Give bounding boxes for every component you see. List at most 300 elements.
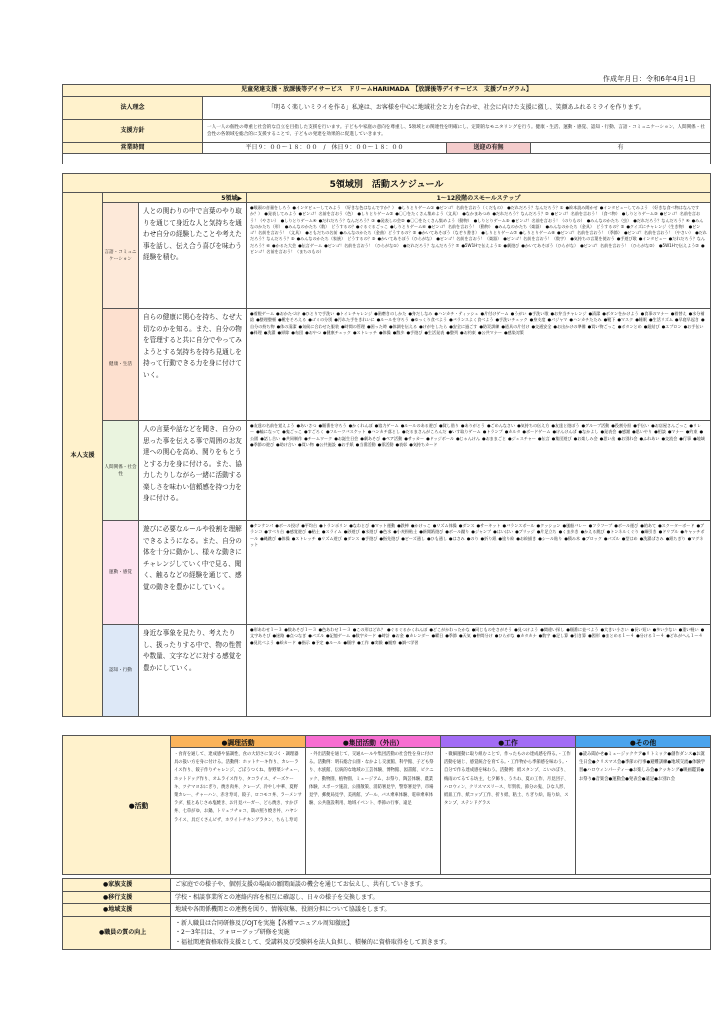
step-item: ●ルール	[325, 639, 342, 645]
step-item: ●うがい	[510, 311, 527, 316]
step-item: ●クッション	[536, 523, 561, 528]
step-item: ●だれだろう？なんだろう？④	[633, 217, 690, 223]
pickup-value: 有	[531, 143, 711, 154]
step-item: ●5W1Hで伝えよう①	[461, 242, 502, 248]
support-footer-table	[62, 878, 711, 950]
step-item: ●引き算	[570, 633, 587, 639]
step-item: ●洗濯	[263, 329, 276, 335]
step-item: ●かいてあそぼう（なぞり書き）	[418, 230, 480, 236]
staff-development-label: ●職員の質の向上	[63, 916, 171, 950]
step-item: ●色水	[379, 529, 392, 535]
step-item: ●お出かけの準備	[553, 323, 586, 329]
step-item: ●行事	[679, 435, 692, 441]
staff-line: ・福祉関連資格取得支援として、受講料及び受験料を法人負担し、積極的に資格取得をして頂きます。	[175, 938, 451, 946]
step-item: ●地域	[693, 435, 705, 441]
step-item: ●ルールのある遊び	[400, 423, 437, 428]
schedule-sub-right: 1～12段階のスモールステップ	[247, 193, 711, 203]
step-item: ●ビンゴ！名前を言おう！（季節）	[557, 230, 622, 236]
step-item: ●見比べよう	[250, 639, 275, 645]
staff-line: ・2～3年目は、フォローアップ研修を実施	[175, 929, 290, 936]
step-item: ●指先遊び	[379, 535, 400, 541]
step-item: ●手洗いチェック	[495, 317, 528, 323]
step-item: ●発表しの会②	[376, 217, 405, 223]
step-item: ●手遊び	[361, 535, 378, 541]
goal-cognitive: 身近な事象を見たり、考えたりし、扱ったりする中で、物の性質や数量、文字などに対する感覚を豊かにしていく。	[139, 625, 247, 717]
step-item: ●お楽しみ会	[573, 435, 598, 441]
step-item: ●思いやり	[632, 429, 653, 435]
step-item: ●だれだろう？なんだろう？③	[318, 217, 375, 223]
step-item: （好きな色はなんですか？）	[342, 205, 397, 210]
step-item: ●的あて	[640, 523, 657, 528]
goal-motor: 遊びに必要なルールや役割を理解できるようになる。また、自分の体を十分に動かし、様々な動きにチャレンジしていく中で見る、聞く、触るなどの経験を通じて、感覚の動きを豊かにしていく。	[139, 521, 247, 625]
step-item: ●おやつ	[305, 329, 321, 335]
step-item: ●新聞紙遊び	[419, 529, 444, 535]
step-item: ●ともだちの名前	[305, 230, 338, 236]
philosophy-label: 法人理念	[63, 97, 203, 120]
step-item: ●ふれあい	[639, 435, 660, 441]
step-item: ●記憶ゲーム	[326, 633, 351, 639]
step-item: ●ジャンプ	[471, 529, 492, 535]
step-item: ●ビンゴ！名前を言おう（くだもの）	[436, 205, 506, 210]
step-item: ●鬼ごっこ	[282, 429, 303, 435]
community-support-text: 地域や各関係機関との連携を図り、情報収集、役割分担について協議をします。	[171, 904, 711, 917]
area-language: 言語・コミュニケーション	[103, 203, 139, 309]
step-item: ●身だしなみ	[408, 311, 433, 316]
step-item: ●友達と遊ぼう	[551, 423, 580, 428]
step-item: ●図形	[588, 633, 600, 639]
step-item: ●ドリブル	[658, 529, 679, 535]
step-item: ●けんけんぱ	[552, 429, 577, 435]
step-item: ●身支度	[529, 317, 546, 323]
step-item: ●トンネルくぐり	[606, 529, 639, 535]
step-item: ●安全に過ごす	[449, 323, 478, 329]
step-item: ●道具の片付け	[501, 323, 530, 329]
step-item: ●マスク	[617, 317, 634, 323]
step-item: ●ビンゴ！名前を言おう！（まちのもの）	[250, 242, 705, 255]
program-title: 児童発達支援・放課後等デイサービス ドリームHARIMADA 【放課後等デイサービス 支援プログラム】	[63, 85, 711, 97]
step-item: ●カタカナ	[516, 633, 537, 639]
step-item: ●体の清潔	[276, 323, 297, 329]
step-item: ●買い物	[298, 441, 314, 447]
step-item: ●のり	[466, 535, 479, 541]
step-item: ●貸し借り	[438, 423, 459, 428]
body-outing: ・外出活動を通じて、交通ルールや集団活動の社会性を身に付ける。活動例：明石総合公園・なかよし交流館、科学館、子ども祭り、水族館、伝統的な地域の工芸体験、博物館、図書館、ピクニック、動物園、植物園、ミュージアム、お祭り、陶芸体験、農業体験、スポーツ施設、公園散策、消防署見学、警察署見学、市場見学、郵便局見学、美術館、プール、バス乗車体験、電車乗車体験、公共施設利用、地域イベント、季節の行事、遠足	[306, 748, 441, 875]
step-item: （好きな食べ物はなんですか？）	[250, 205, 700, 217]
step-item: ●季節の遊び	[250, 441, 275, 447]
area-social: 人間関係・社会性	[103, 421, 139, 521]
policy-text: 一人一人の個性の尊重と社会的な自立を目指した支援を行います。子どもや家庭の意向を尊重し、5領域との関連性を明確にし、定期的なモニタリングを行う。健康・生活、運動・感覚、認知・行動、言語・コミュニケーション、人間関係・社会性の各領域を総合的に支援することで、子どもの発達を効果的に促進していきます。	[203, 120, 711, 143]
step-item: ●実験	[370, 639, 383, 645]
step-item: ●だれだろう？なんだろう？⑤	[250, 230, 707, 242]
head-outing: ●集団活動（外出）	[306, 736, 441, 748]
step-item: ●インタビューしてみよう	[292, 205, 341, 210]
head-crafts: ●工作	[441, 736, 576, 748]
step-item: ●手遊び歌	[616, 236, 637, 242]
step-item: ●片足立ち	[536, 529, 557, 535]
step-item: ●お絵描き	[516, 535, 537, 541]
step-item: ●塗り絵	[498, 535, 515, 541]
transition-support-label: ●移行支援	[63, 891, 171, 904]
step-item: ●手伝い	[633, 423, 650, 428]
step-item: ●喉頭の音量をしろう	[250, 205, 291, 210]
step-item: ●鉄棒	[397, 523, 409, 528]
step-item: ●縄跳び	[260, 535, 276, 541]
step-item: ●バランスボール	[502, 523, 535, 528]
step-item: ●伝言ゲーム	[298, 242, 323, 248]
step-item: ●お弁当チャレンジ	[550, 311, 587, 316]
step-item: ●洗濯ばさみ	[639, 535, 664, 541]
step-item: ●みんなのかたち（金具）	[545, 223, 595, 229]
step-item: ●ぐるぐるかくれんぼ	[386, 627, 428, 632]
step-item: ●だれだろう？なんだろう？①	[507, 205, 564, 210]
step-item: ●かいてあそぼう（ひらがな）	[377, 236, 435, 242]
step-item: ●共同制作	[282, 435, 303, 441]
step-item: ●インタビューしてみよう	[599, 205, 649, 210]
step-item: ●ボタンをかけよう	[602, 311, 639, 316]
created-date: 作成年月日：令和6年4月1日	[602, 75, 696, 83]
step-item: ●折り紙	[480, 535, 497, 541]
step-item: ●ビンゴ！名前を言おう！（のりもの）	[511, 217, 585, 223]
step-item: ●かえる跳び	[580, 529, 605, 535]
step-item: ●トイレチャレンジ	[336, 311, 373, 316]
step-item: ●絵カード	[276, 639, 296, 645]
step-item: ●整理整頓	[256, 317, 277, 323]
step-item: ●話し合い	[260, 435, 281, 441]
step-item: ●布団	[291, 329, 304, 335]
step-item: ●数字カード	[352, 633, 377, 639]
step-item: ●役割分担	[611, 423, 632, 428]
step-item: ●ビーズ通し	[401, 535, 425, 541]
step-item: ●だるまさんがころんだ	[402, 429, 447, 435]
head-cooking: ●調理活動	[171, 736, 306, 748]
step-item: ●だれだろう？なんだろう？⑥	[250, 236, 705, 248]
step-item: ●みんなのかたち（虫）	[586, 217, 632, 223]
step-item: ●ボール投げ	[275, 523, 300, 528]
hours-label: 営業時間	[63, 143, 203, 154]
step-item: ●歯磨きのしかた	[374, 311, 407, 316]
step-item: ●着替え	[670, 311, 687, 316]
step-item: ●ダンス	[343, 535, 360, 541]
step-item: ●ビンゴ！名前を言おう！（ひらがな②）	[580, 242, 657, 248]
schedule-table	[62, 173, 711, 717]
hours-text: 平日９：００～１８：００ / 休日９：００～１８：００	[203, 143, 447, 154]
step-item: ●エプロン	[661, 323, 682, 329]
step-item: ●紙ちぎり	[665, 535, 686, 541]
step-item: ●ビンゴ！名前を言おう！（数字）	[503, 236, 569, 242]
step-item: ●係活動	[377, 441, 394, 447]
step-item: ●かくれんぼ	[348, 423, 373, 428]
step-item: ●感染対策	[503, 329, 524, 335]
step-item: ●ひとりで手洗い	[302, 311, 335, 316]
step-item: ●時計	[378, 633, 390, 639]
step-item: ●ゴミの分別	[308, 317, 333, 323]
step-item: ●体操	[378, 329, 391, 335]
step-item: ●しりとりゲーム⑥	[389, 223, 426, 229]
step-item: ●気持ちの言葉を使おう	[570, 236, 615, 242]
step-item: ●手遊び	[406, 329, 423, 335]
goal-health: 自らの健康に関心を持ち、なぜ大切なのかを知る。また、自分の物を管理すると共に自分でやってみようとする気持ちを持ち見通しを持って行動できる力を身に付けていく。	[139, 309, 247, 421]
step-item: ●粘土	[308, 529, 320, 535]
step-item: ●グループ活動	[581, 423, 610, 428]
step-item: ●なわとび	[349, 523, 370, 528]
step-item: ●けがをしたら	[419, 323, 448, 329]
step-item: ●ビンゴ！名前を言おう（色）	[298, 211, 356, 217]
step-item: ●砂遊び	[343, 529, 360, 535]
step-item: ●交通安全	[531, 323, 552, 329]
step-item: ●みんなのかたち（数）	[284, 223, 330, 229]
body-other: ●読み聞かせ●ミュージックケア●リトミック●創作ダンス●お誕生日会●クリスマス会●季節の行事●避難訓練●地域交流●体験学習●ハロウィンパーティー●お楽しみ会●クッキング●映画鑑賞●お祭り●音楽会●運動会●発表会●遠足●お別れ会	[576, 748, 711, 875]
head-other: ●その他	[576, 736, 711, 748]
step-item: ●数字	[538, 633, 551, 639]
step-item: どうするの？●ぐるぐるごっこ	[331, 223, 388, 229]
area-health: 健康・生活	[103, 309, 139, 421]
steps-motor	[247, 521, 711, 625]
step-item: ●しりとりゲーム⑦	[481, 230, 518, 236]
step-item: ●フルーツバスケット	[325, 429, 366, 435]
step-item: ●靴をそろえる	[278, 317, 307, 323]
step-item: ●なかよし	[578, 429, 599, 435]
step-item: ●分ける１～４	[636, 633, 665, 639]
spacer-row	[63, 154, 711, 165]
step-item: ●表彰	[395, 441, 408, 447]
step-item: ●相談	[654, 429, 666, 435]
step-item: どうするの？③	[347, 236, 376, 242]
step-item: ●体操	[277, 535, 290, 541]
step-item: ●ケンケンパ	[250, 523, 274, 528]
step-item: ●お手伝い	[683, 323, 704, 329]
step-item: ●散歩	[392, 329, 405, 335]
step-item: ●手洗い歌	[528, 311, 549, 316]
step-item: ●リレー	[250, 423, 702, 435]
step-item: ●お手紙	[337, 441, 354, 447]
step-item: ●綱引き	[640, 529, 657, 535]
step-item: ●だれだろう？なんだろう？⑦	[402, 242, 460, 248]
step-item: ●絵本読み聞かせ	[565, 205, 598, 210]
step-item: ●水分補給	[250, 311, 705, 323]
step-item: ●掃除	[277, 329, 290, 335]
step-item: ●伝言	[537, 435, 550, 441]
step-item: ●しりとりゲーム①	[398, 205, 434, 210]
step-item: ●間違い探し	[540, 627, 565, 632]
step-item: ●どこがかわったかな	[429, 627, 470, 632]
step-item: ●5W1Hで伝えよう②	[658, 242, 699, 248]
family-support-label: ●家族支援	[63, 879, 171, 892]
step-item: ●みんなのかたち（楽器）	[494, 223, 544, 229]
pickup-label: 送迎の有無	[447, 143, 531, 154]
step-item: ●じゃんけん	[455, 435, 480, 441]
step-item: ●〇〇をたくさん集めよう（文具）	[395, 211, 461, 217]
step-item: ●しりとりゲーム③	[621, 211, 658, 217]
step-item: ●だれだろう？なんだろう？②	[492, 211, 549, 217]
step-item: ●季節	[445, 633, 457, 639]
step-item: ●マナー	[667, 429, 684, 435]
step-item: ●ジェスチャー	[508, 435, 536, 441]
step-item: ●カレンダー	[405, 633, 430, 639]
steps-social	[247, 421, 711, 521]
step-item: ●ブリッジ	[515, 529, 535, 535]
step-item: ●トランポリン	[319, 523, 348, 528]
step-item: ●早寝早起き	[674, 317, 699, 323]
step-item: ●公共施設	[315, 441, 336, 447]
step-item: ●同じものをさがそう	[471, 627, 513, 632]
step-item: ●防災訓練	[479, 323, 500, 329]
step-item: ●当番活動	[355, 441, 376, 447]
step-item: ●劇あそび	[360, 435, 381, 441]
area-cognitive: 認知・行動	[103, 625, 139, 717]
steps-language	[247, 203, 711, 309]
step-item: ●ビンゴ！名前を言おう！（文具）	[250, 223, 701, 236]
step-item: ●シール貼り	[538, 535, 563, 541]
step-item: ●文字あそび	[250, 627, 705, 639]
body-cooking: ・食育を通して、達成感や協調性、食の大切さに気づく・調理器具の扱い方を身に付ける。活動例：ホットケーキ作り、カレーライス作り、餃子作りチャレンジ、ごぼうつくね、春野菜シチュー、ホットドッグ作り、オムライス作り、タコライス、チーズケーキ、ツナマヨおにぎり、焼き肉丼、クレープ、冷やし中華、夏野菜カレー、チャーハン、赤き寿司、餃子、ロコモコ丼、ラーメンサラダ、鮭とあじさめ塩焼き、お月見バーガー、どら焼き、すかぴ丼、七草がゆ、お鍋、トリュフチョコ、鶏の照り焼き丼、ハヤシライス、具だくさんピザ、ホワイトチキングラタン、ちらし寿司	[171, 748, 306, 875]
goal-social: 人の言葉や話などを聞き、自分の思った事を伝える事で周囲のお友達への関心を高め、関りをもとうとする力を身に付ける。また、協力したりしながら一緒に活動する楽しさを味わい信頼感を持つ力を身に付ける。	[139, 421, 247, 521]
step-item: ●チームワーク	[304, 435, 333, 441]
steps-health	[247, 309, 711, 421]
step-item: ●おままごと	[482, 435, 507, 441]
step-item: ●工作	[357, 639, 369, 645]
step-item: ●生活リズム	[648, 317, 673, 323]
step-item: ●みんなのかたち（金曲）どうするの？②	[339, 230, 417, 236]
step-item: ●ルールを守ろう	[376, 317, 409, 323]
activities-label: ●活動	[63, 736, 171, 875]
step-item: ●予定	[311, 639, 324, 645]
step-item: ●ペア活動	[382, 435, 403, 441]
step-item: ●平均台	[301, 523, 318, 528]
step-item: ●お誕生日会	[334, 435, 359, 441]
side-label-individual-support: 本人支援	[63, 193, 103, 717]
step-item: ●この形はどれ？	[352, 627, 385, 632]
step-item: ●ハンカチたたみ	[569, 317, 602, 323]
step-item: ●点つなぎ	[286, 633, 307, 639]
step-item: ●順番に並べよう	[566, 627, 599, 632]
step-item: ●すべり台	[264, 529, 285, 535]
step-item: ●ブロック	[582, 535, 602, 541]
step-item: ●紐結び	[643, 323, 660, 329]
step-item: ●ボタンとめ	[617, 323, 642, 329]
step-item: ●インタビュー	[638, 236, 667, 242]
step-item: ●睡眠	[635, 317, 647, 323]
step-item: ●発表してみよう	[264, 211, 297, 217]
step-item: ●友達の名前を覚えよう	[250, 423, 295, 428]
step-item: ●お別れ会	[617, 435, 638, 441]
step-item: ●見つけよう	[514, 627, 539, 632]
step-item: ●迷路	[272, 633, 285, 639]
step-item: ●整列	[446, 329, 459, 335]
step-item: ●お金	[391, 633, 404, 639]
step-item: ●ありがとう	[460, 423, 485, 428]
step-item: ●観察	[384, 639, 397, 645]
step-item: ●小麦粉粘土	[393, 529, 418, 535]
step-item: ●清潔	[588, 311, 601, 316]
community-support-label: ●地域支援	[63, 904, 171, 917]
schedule-title: 5領域別 活動スケジュール	[63, 174, 711, 193]
step-item: ●パジャマ	[547, 317, 568, 323]
step-item: ●買い物ごっこ	[587, 323, 616, 329]
step-item: ●形あわせ１～３	[250, 627, 283, 632]
step-item: ●ドッジボール	[426, 435, 454, 441]
step-item: ●汚れた手をきれいに	[334, 317, 375, 323]
step-item: ●ビンゴ！名前を言おう！（やさい）	[623, 230, 694, 236]
step-item: ●公共マナー	[477, 329, 502, 335]
step-item: ●しりとりゲーム⑤	[473, 217, 510, 223]
step-item: どうするの？②	[596, 223, 625, 229]
step-item: ●しりとりゲーム⑧	[519, 230, 555, 236]
step-item: ●ビンゴ！名前を言おう！（ひらがな①）	[324, 242, 401, 248]
step-item: ●リズム遊び	[317, 535, 342, 541]
step-item: ●体調を伝える	[388, 323, 418, 329]
step-item: ●おかたづけ	[276, 311, 301, 316]
step-item: ●すごろく	[304, 429, 324, 435]
goal-language: 人との関わりの中で言葉のやり取りを通じて身近な人と気持ちを通わせ自分の経験したことや考えた事を話し、伝え合う喜びを味わう経験を積む。	[139, 203, 247, 309]
step-item: ●数あそび１～３	[284, 627, 317, 632]
step-item: ●まとめる１～４	[601, 633, 635, 639]
step-item: ●約束	[685, 429, 698, 435]
step-item: ●ボードゲーム	[522, 429, 551, 435]
step-item: ●思い出	[599, 435, 616, 441]
step-item: ●くま歩き	[558, 529, 579, 535]
step-item: ●ビンゴ！名前を言おう！（動物）	[427, 223, 493, 229]
step-item: ●あいさつ	[296, 423, 317, 428]
family-support-text: ご家庭での様子や、個別支援の場面の願関面談の機会を通じてお伝えし、共有していきます。	[171, 879, 711, 892]
body-crafts: ・微細運動に取り組むことで、作ったものの達成感を得る。・工作活動を通じ、感覚統合を育てる。・工作物から季節感を味わう。・自分で作る達成感を味わう。活動例：紙スタンプ、こいのぼり、梅雨のてるてる坊主、七夕飾り、うちわ、夏の工作、月見団子、ハロウィン、クリスマスリース、年賀状、節分の鬼、ひな人形、紙皿工作、紙コップ工作、折り紙、粘土、ちぎり絵、貼り絵、スタンプ、ステンドグラス	[441, 748, 576, 875]
step-item: ●なかまあつめ	[462, 211, 491, 217]
step-item: ●水遊び	[361, 529, 378, 535]
step-item: ●協力ゲーム	[374, 423, 399, 428]
step-item: ●風船バレー	[562, 523, 587, 528]
step-item: ●重い軽い	[678, 627, 699, 632]
step-item: ●指示	[298, 639, 310, 645]
step-item: ●感謝	[618, 429, 631, 435]
step-item: ●曜日	[431, 633, 444, 639]
step-item: ●食事のマナー	[640, 311, 669, 316]
step-item: ●発表会	[600, 429, 617, 435]
step-item: ●気持ちカード	[409, 441, 438, 447]
step-item: ●積み木	[564, 535, 581, 541]
step-item: ●ハンカチ・ティッシュ	[434, 311, 479, 316]
staff-development-list	[171, 916, 711, 950]
step-item: ●ビンゴ！名前を言おう！（楽器）	[436, 236, 502, 242]
step-item: ●時間の管理	[340, 323, 365, 329]
schedule-sub-left: 5領域▶	[103, 193, 247, 203]
step-item: ●ゆっくり食べよう	[410, 317, 448, 323]
step-item: ●片付けゲーム	[480, 311, 509, 316]
step-item: ●リズム体操	[432, 523, 457, 528]
step-item: ●長い短い	[630, 627, 651, 632]
step-item: ●大きい小さい	[600, 627, 629, 632]
step-item: ●健康チェック	[322, 329, 351, 335]
step-item: ●フラフープ	[588, 523, 613, 528]
step-item: ●公園	[250, 429, 704, 441]
step-item: ●色あわせ１～３	[318, 627, 351, 632]
step-item: ●ビンゴ！名前を言おう！（食べ物）	[550, 211, 620, 217]
philosophy-text: 「明るく楽しいミライを作る」私達は、お客様を中心に地域社会と力を合わせ、社会に向けた支援に徹し、笑顔あふれるミライを作ります。	[203, 97, 711, 120]
step-item: ●ひも通し	[426, 535, 447, 541]
step-item: ●はいはい	[493, 529, 514, 535]
step-item: ●料理	[250, 329, 262, 335]
step-item: ●しりとりゲーム④	[280, 217, 317, 223]
step-item: ●かいてあそぼう（ひらがな）	[521, 242, 579, 248]
step-item: ●靴下	[603, 317, 616, 323]
step-item: ●輪になって	[256, 429, 281, 435]
step-item: ●気候に合わせた服装	[298, 323, 339, 329]
step-item: ●足し算	[552, 633, 569, 639]
step-item: ●いす取りゲーム	[448, 429, 481, 435]
step-item: ●トランプ	[482, 429, 503, 435]
step-item: ●マグネット	[250, 535, 704, 547]
step-item: ●どれがへん１～４	[666, 633, 703, 639]
step-item: ●型はめ	[621, 535, 638, 541]
step-item: ●ハンカチ落とし	[367, 429, 401, 435]
